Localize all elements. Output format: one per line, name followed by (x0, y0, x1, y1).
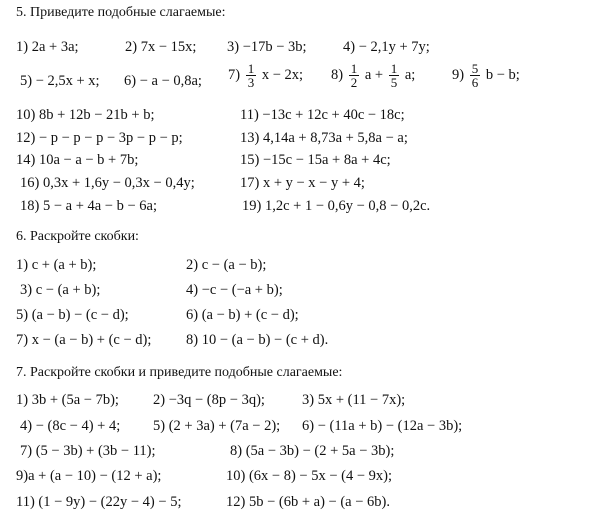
s6-item-6: 6) (a − b) + (c − d); (186, 307, 299, 323)
s7-item-10: 10) (6x − 8) − 5x − (4 − 9x); (226, 468, 393, 484)
s5-item-9-numerator: 5 (471, 61, 479, 76)
s5-item-16: 16) 0,3x + 1,6y − 0,3x − 0,4y; (20, 175, 195, 191)
s6-item-4: 4) −c − (−a + b); (186, 282, 283, 298)
s5-item-9 (452, 62, 520, 89)
s5-item-1: 1) 2a + 3a; (16, 39, 79, 55)
s6-item-7: 7) x − (a − b) + (c − d); (16, 332, 152, 348)
s7-item-11: 11) (1 − 9y) − (22y − 4) − 5; (16, 494, 182, 510)
section7-heading: 7. Раскройте скобки и приведите подобные слагаемые: (16, 365, 343, 380)
s5-item-7-denominator: 3 (247, 75, 255, 90)
s5-item-18: 18) 5 − a + 4a − b − 6a; (20, 198, 157, 214)
s5-item-8-middle: a + (364, 66, 384, 83)
s5-item-8 (331, 62, 415, 89)
s5-item-10: 10) 8b + 12b − 21b + b; (16, 107, 155, 123)
s6-item-3: 3) c − (a + b); (20, 282, 101, 298)
s5-item-14: 14) 10a − a − b + 7b; (16, 152, 139, 168)
s7-item-4: 4) − (8c − 4) + 4; (20, 418, 121, 434)
s5-item-8-suffix: a; (404, 66, 416, 83)
s7-item-6: 6) − (11a + b) − (12a − 3b); (302, 418, 463, 434)
s5-item-8-fraction-2 (389, 62, 400, 89)
s5-item-19: 19) 1,2c + 1 − 0,6y − 0,8 − 0,2c. (242, 198, 431, 214)
s7-item-12: 12) 5b − (6b + a) − (a − 6b). (226, 494, 390, 510)
s5-item-7-numerator: 1 (247, 61, 255, 76)
s5-item-8-fraction-1 (349, 62, 360, 89)
s5-item-9-prefix: 9) (452, 66, 465, 83)
s5-item-8-denominator-1: 2 (350, 75, 358, 90)
s5-item-8-denominator-2: 5 (390, 75, 398, 90)
s7-item-7: 7) (5 − 3b) + (3b − 11); (20, 443, 156, 459)
s5-item-17: 17) x + y − x − y + 4; (240, 175, 365, 191)
s5-item-7 (228, 62, 303, 89)
s5-item-7-prefix: 7) (228, 66, 241, 83)
s5-item-12: 12) − p − p − p − 3p − p − p; (16, 130, 183, 146)
s5-item-7-suffix: x − 2x; (261, 66, 304, 83)
s5-item-4: 4) − 2,1y + 7y; (343, 39, 430, 55)
s5-item-8-prefix: 8) (331, 66, 344, 83)
s7-item-9: 9)a + (a − 10) − (12 + a); (16, 468, 162, 484)
s7-item-3: 3) 5x + (11 − 7x); (302, 392, 406, 408)
section6-heading: 6. Раскройте скобки: (16, 229, 139, 244)
s5-item-7-fraction (246, 62, 257, 89)
s5-item-9-suffix: b − b; (485, 66, 520, 83)
s5-item-8-numerator-1: 1 (350, 61, 358, 76)
s6-item-1: 1) c + (a + b); (16, 257, 97, 273)
s6-item-2: 2) c − (a − b); (186, 257, 267, 273)
s7-item-8: 8) (5a − 3b) − (2 + 5a − 3b); (230, 443, 395, 459)
s5-item-13: 13) 4,14a + 8,73a + 5,8a − a; (240, 130, 408, 146)
s6-item-8: 8) 10 − (a − b) − (c + d). (186, 332, 329, 348)
s7-item-5: 5) (2 + 3a) + (7a − 2); (153, 418, 281, 434)
s5-item-15: 15) −15c − 15a + 8a + 4c; (240, 152, 391, 168)
s5-item-8-numerator-2: 1 (390, 61, 398, 76)
s5-item-11: 11) −13c + 12c + 40c − 18c; (240, 107, 405, 123)
s6-item-5: 5) (a − b) − (c − d); (16, 307, 129, 323)
s5-item-9-fraction (470, 62, 481, 89)
s5-item-6: 6) − a − 0,8a; (124, 73, 202, 89)
s5-item-2: 2) 7x − 15x; (125, 39, 197, 55)
s7-item-2: 2) −3q − (8p − 3q); (153, 392, 265, 408)
section5-heading: 5. Приведите подобные слагаемые: (16, 5, 226, 20)
s5-item-9-denominator: 6 (471, 75, 479, 90)
s5-item-5: 5) − 2,5x + x; (20, 73, 100, 89)
s7-item-1: 1) 3b + (5a − 7b); (16, 392, 119, 408)
s5-item-3: 3) −17b − 3b; (227, 39, 307, 55)
